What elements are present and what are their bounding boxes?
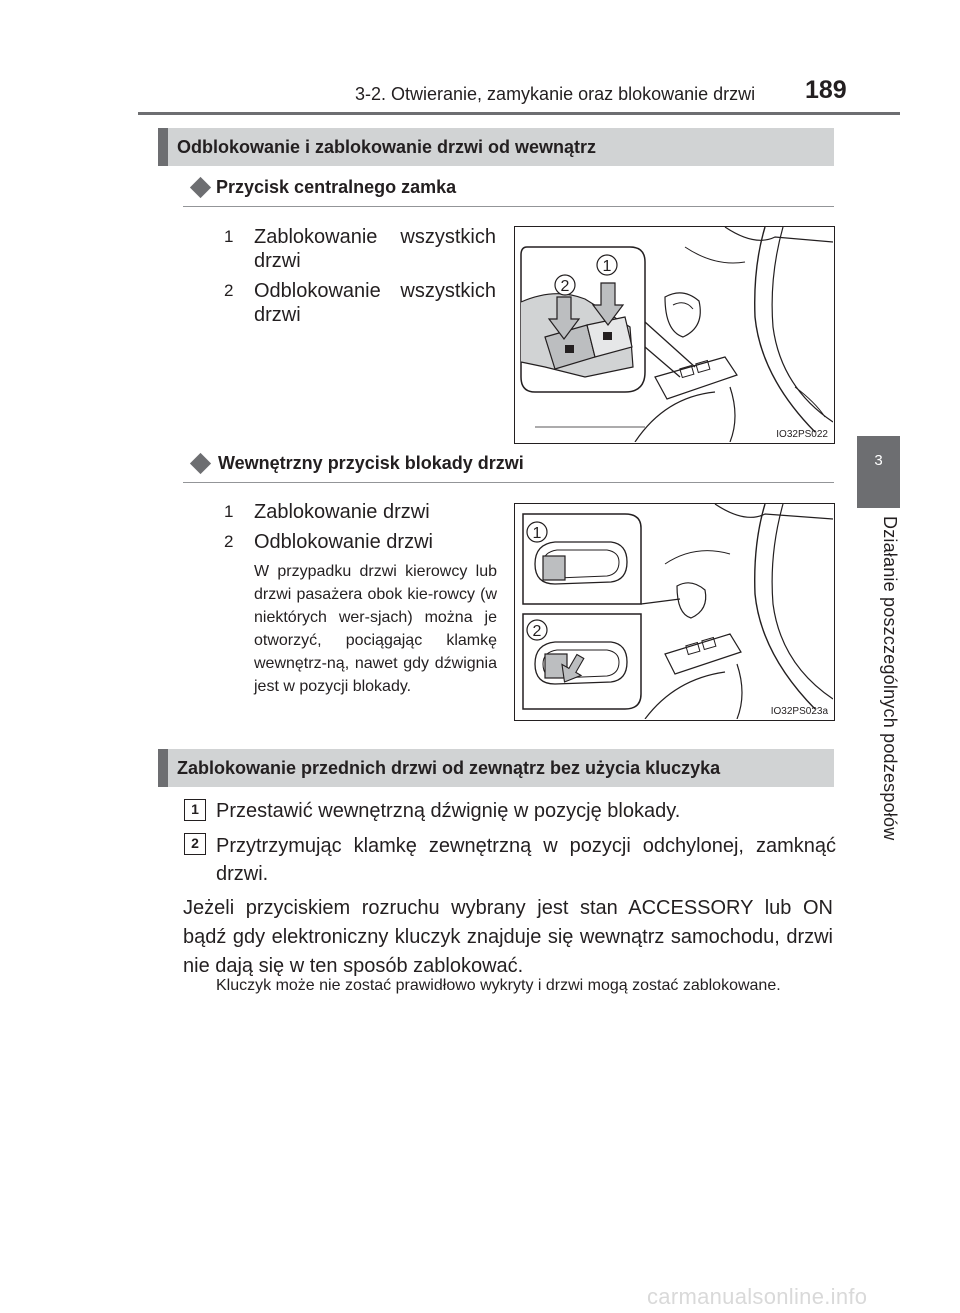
step-text: Przestawić wewnętrzną dźwignię w pozycję blokady.: [216, 800, 681, 822]
callout-number: 1: [602, 258, 612, 275]
illustration-central-lock-switch: [514, 226, 835, 444]
running-header: 3-2. Otwieranie, zamykanie oraz blokowanie drzwi: [355, 84, 756, 104]
illustration-code: IO32PS023a: [770, 706, 828, 717]
section-heading-inside: [158, 128, 834, 166]
callout-number: 2: [532, 623, 542, 640]
callout-number: 2: [560, 278, 570, 295]
step-number: 2: [184, 833, 206, 855]
diamond-bullet-icon: [190, 453, 211, 474]
sub-heading-inside-lock-button: Wewnętrzny przycisk blokady drzwi: [218, 453, 524, 473]
item-text: Odblokowanie wszystkich drzwi: [254, 280, 496, 326]
body-paragraph: Jeżeli przyciskiem rozruchu wybrany jest stan ACCESSORY lub ON bądź gdy elektroniczny kluczyk znajduje się wewnątrz samochodu, drzwi nie dają się w ten sposób zablokować.: [183, 897, 833, 977]
item-text: Zablokowanie wszystkich drzwi: [254, 226, 496, 272]
chapter-tab-label: Działanie poszczególnych podzespołów: [880, 516, 900, 841]
item-text: Zablokowanie drzwi: [254, 501, 430, 523]
item-number: 1: [224, 502, 234, 521]
item-text: Odblokowanie drzwi: [254, 531, 433, 553]
section-heading-outside: [158, 749, 834, 787]
sub-heading-rule: [183, 206, 834, 207]
watermark: carmanualsonline.info: [647, 1284, 868, 1309]
item-number: 1: [224, 227, 234, 246]
illustration-inside-lock-button: [514, 503, 835, 721]
page-number: 189: [805, 76, 847, 104]
section-heading-text: Odblokowanie i zablokowanie drzwi od wewnątrz: [177, 137, 597, 157]
callout-number: 1: [532, 525, 542, 542]
section-heading-text: Zablokowanie przednich drzwi od zewnątrz bez użycia kluczyka: [177, 758, 721, 778]
step-text: Przytrzymując klamkę zewnętrzną w pozycji odchylonej, zamknąć drzwi.: [216, 835, 836, 885]
step-number: 1: [184, 799, 206, 821]
item-number: 2: [224, 532, 234, 551]
chapter-tab-number: 3: [874, 452, 883, 469]
diamond-bullet-icon: [190, 177, 211, 198]
illustration-drawing: [515, 504, 833, 719]
item-number: 2: [224, 281, 234, 300]
chapter-tab: [857, 436, 900, 508]
illustration-drawing: [515, 227, 833, 442]
note-text: Kluczyk może nie zostać prawidłowo wykryty i drzwi mogą zostać zablokowane.: [216, 977, 781, 994]
sub-heading-rule: [183, 482, 834, 483]
sub-heading-central-lock: Przycisk centralnego zamka: [216, 177, 457, 197]
illustration-code: IO32PS022: [776, 429, 828, 440]
header-rule: [138, 112, 900, 115]
note-text: W przypadku drzwi kierowcy lub drzwi pasażera obok kie-rowcy (w niektórych wer-sjach) można je otworzyć, pociągając klamkę wewnętrz-ną, nawet gdy dźwignia jest w pozycji blokady.: [254, 563, 497, 695]
